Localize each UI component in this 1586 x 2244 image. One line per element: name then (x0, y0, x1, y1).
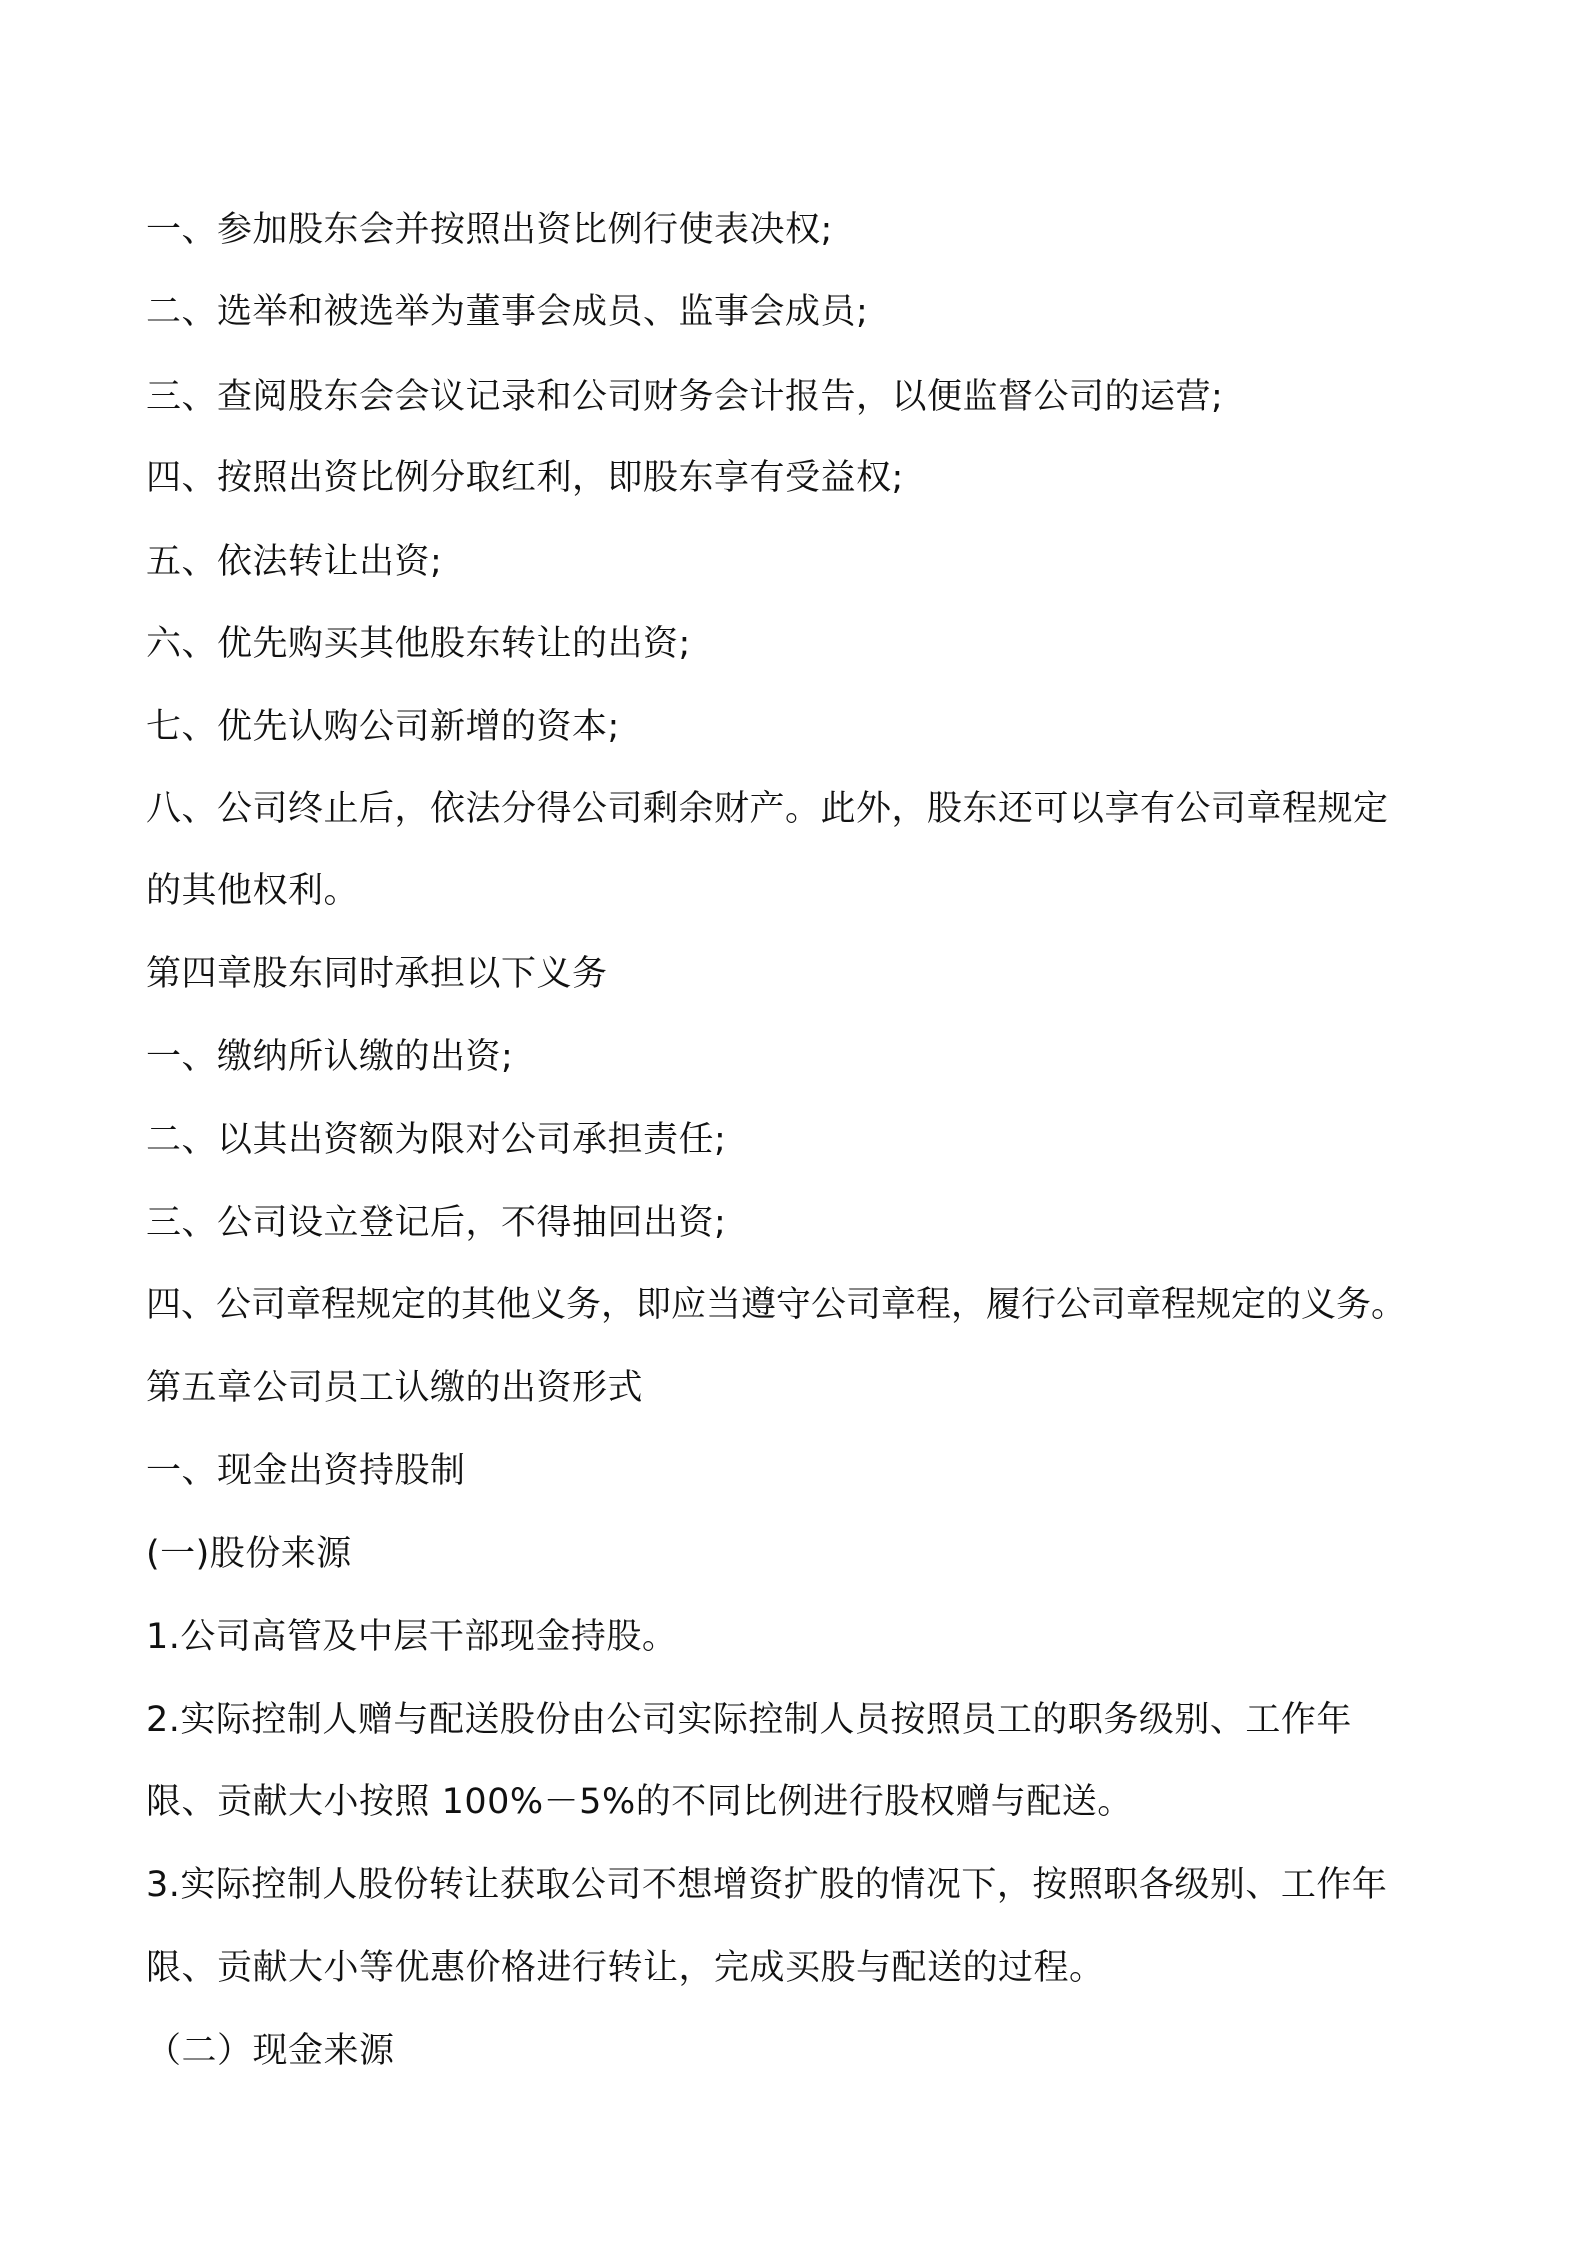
subsection-heading: (一)股份来源 (146, 1534, 352, 1574)
text-line: 的其他权利。 (146, 871, 360, 911)
text-line: 四、公司章程规定的其他义务，即应当遵守公司章程，履行公司章程规定的义务。 (146, 1285, 1407, 1325)
text-line: 七、优先认购公司新增的资本; (146, 707, 620, 747)
text-line: 六、优先购买其他股东转让的出资; (146, 624, 691, 664)
text-line: 二、选举和被选举为董事会成员、监事会成员; (146, 292, 869, 332)
text-line: 五、依法转让出资; (146, 542, 443, 582)
text-line: 1.公司高管及中层干部现金持股。 (146, 1617, 678, 1657)
subsection-heading: （二）现金来源 (146, 2031, 395, 2071)
section-heading: 一、现金出资持股制 (146, 1451, 466, 1491)
text-line: 2.实际控制人赠与配送股份由公司实际控制人员按照员工的职务级别、工作年 (146, 1700, 1352, 1740)
text-line: 三、公司设立登记后，不得抽回出资; (146, 1203, 727, 1243)
chapter-heading: 第四章股东同时承担以下义务 (146, 954, 608, 994)
text-line: 二、以其出资额为限对公司承担责任; (146, 1120, 727, 1160)
text-line: 四、按照出资比例分取红利，即股东享有受益权; (146, 458, 904, 498)
text-line: 限、贡献大小等优惠价格进行转让，完成买股与配送的过程。 (146, 1948, 1105, 1988)
text-line: 限、贡献大小按照 100%－5%的不同比例进行股权赠与配送。 (146, 1782, 1133, 1822)
text-line: 三、查阅股东会会议记录和公司财务会计报告，以便监督公司的运营; (146, 377, 1224, 417)
text-line: 八、公司终止后，依法分得公司剩余财产。此外，股东还可以享有公司章程规定 (146, 789, 1389, 829)
chapter-heading: 第五章公司员工认缴的出资形式 (146, 1368, 644, 1408)
text-line: 一、参加股东会并按照出资比例行使表决权; (146, 210, 833, 250)
text-line: 3.实际控制人股份转让获取公司不想增资扩股的情况下，按照职各级别、工作年 (146, 1865, 1388, 1905)
text-line: 一、缴纳所认缴的出资; (146, 1037, 514, 1077)
